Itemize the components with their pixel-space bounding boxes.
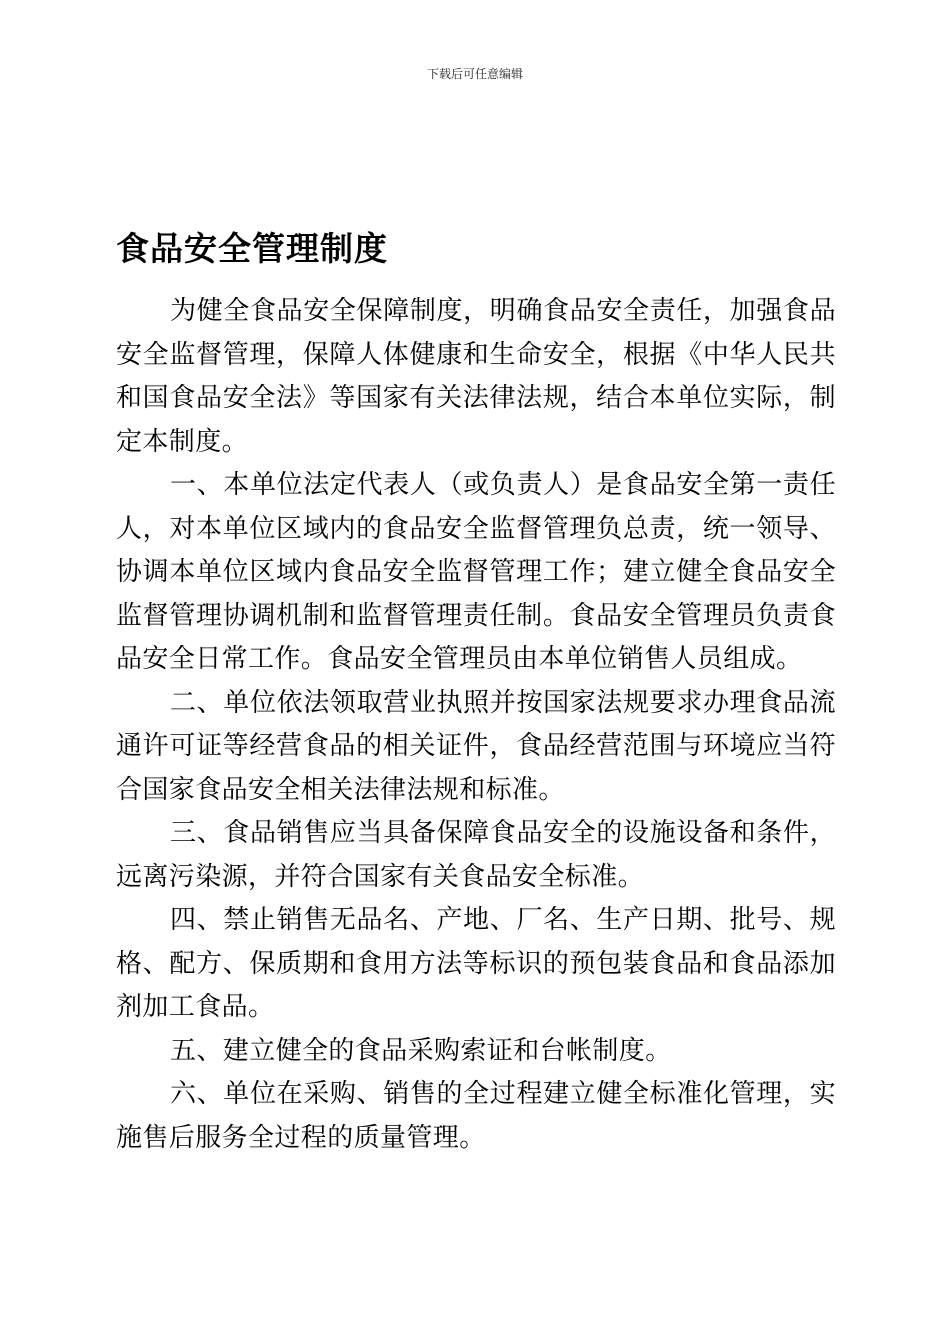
- paragraph-item-1: 一、本单位法定代表人（或负责人）是食品安全第一责任人，对本单位区域内的食品安全监督管理负总责，统一领导、协调本单位区域内食品安全监督管理工作；建立健全食品安全监督管理协调机制和监督管理责任制。食品安全管理员负责食品安全日常工作。食品安全管理员由本单位销售人员组成。: [116, 470, 836, 674]
- paragraph-item-4: 四、禁止销售无品名、产地、厂名、生产日期、批号、规格、配方、保质期和食用方法等标识的预包装食品和食品添加剂加工食品。: [116, 905, 836, 1022]
- paragraph-intro: 为健全食品安全保障制度，明确食品安全责任，加强食品安全监督管理，保障人体健康和生命安全，根据《中华人民共和国食品安全法》等国家有关法律法规，结合本单位实际，制定本制度。: [116, 296, 836, 457]
- paragraph-item-3: 三、食品销售应当具备保障食品安全的设施设备和条件，远离污染源，并符合国家有关食品安全标准。: [116, 818, 836, 892]
- document-title: 食品安全管理制度: [116, 229, 388, 268]
- header-note: 下载后可任意编辑: [426, 67, 523, 81]
- document-body: [116, 290, 836, 1160]
- paragraph-item-6: 六、单位在采购、销售的全过程建立健全标准化管理，实施售后服务全过程的质量管理。: [116, 1079, 836, 1153]
- paragraph-item-2: 二、单位依法领取营业执照并按国家法规要求办理食品流通许可证等经营食品的相关证件，食品经营范围与环境应当符合国家食品安全相关法律法规和标准。: [116, 687, 836, 805]
- paragraph-item-5: 五、建立健全的食品采购索证和台帐制度。: [170, 1035, 672, 1066]
